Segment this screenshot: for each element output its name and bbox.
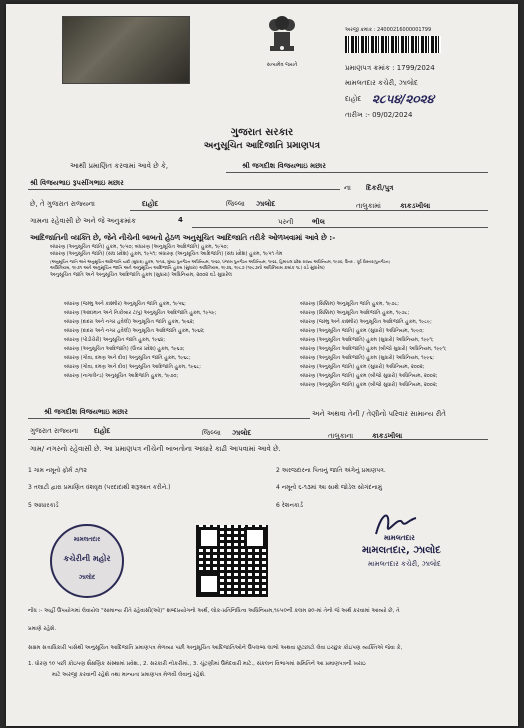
taluka-label-2: તાલુકાના: [328, 432, 354, 440]
qr-finder: [244, 527, 266, 549]
qr-code: [196, 525, 268, 597]
order-right: બંધારણ (અનુસૂચિત જાતિ) હુકમ (સુધારો) અધિનિયમ, ૧૯૯૦;: [300, 328, 424, 334]
document-item: 4 નમૂનો ૬-૧૩માં આ સાથે જોડેલ સોગંદનામું: [276, 484, 382, 491]
father-name: શ્રી વિજયભાઇ રૂપસીંગભાઇ મછાર: [30, 179, 124, 187]
taluka-2: ઝાલોદ: [232, 429, 252, 437]
applicant-photo: [62, 16, 190, 84]
order-right: બંધારણ (અનુસૂચિત આદિજાતિ) હુકમ (સુધારો) અધિનિયમ, ૧૯૯૧;: [300, 337, 434, 343]
seal-top-text: મામલતદાર: [73, 536, 101, 543]
seal-mid-text: કચેરીની મહોર: [63, 554, 111, 563]
issue-date: તારીખ :- 09/02/2024: [345, 111, 413, 119]
applicant-name: શ્રી જગદીશ વિજયભાઇ મછાર: [242, 162, 326, 170]
barcode: [345, 36, 441, 53]
village: કાકડખીલા: [400, 202, 431, 210]
order-right: બંધારણ (અનુસૂચિત જાતિ) હુકમ (સુધારો) અધિનિયમ, ૨૦૦૨;: [300, 364, 425, 370]
recognition-text: આદિજાતિની વ્યક્તિ છે, જેને નીચેની બાબતો હેઠળ અનુસૂચિત આદિજાતિ તરીકે ઓળખવામાં આવે છે :-: [30, 233, 336, 242]
taluka: ઝાલોદ: [256, 200, 276, 208]
order-left: બંધારણ (પોંડીચેરી) અનુસૂચિત જાતિ હુકમ, ૧૯૬૪;: [64, 337, 166, 343]
order-left: બંધારણ (આંદામાન અને નિકોબાર ટાપુ) અનુસૂચિત આદિજાતિ હુકમ, ૧૯૫૯;: [64, 310, 217, 316]
state-text-2: ગુજરાત રાજ્યના: [30, 427, 79, 435]
order-line: બંધારણ (અનુસૂચિત જાતિ) (સંઘ પ્રદેશ) હુકમ, ૧૯૫૧; બંધારણ (અનુસૂચિત આદિજાતિ) (સંઘ પ્રદેશ) હુકમ, ૧૯૫૧ તેમ: [50, 251, 283, 257]
dahod-label: દાહોદ: [345, 95, 362, 103]
village-2: કાકડખીલા: [372, 432, 403, 440]
order-right: બંધારણ (અનુસૂચિત આદિજાતિ) હુકમ (સુધારો) અધિનિયમ, ૧૯૯૬;: [300, 355, 434, 361]
order-right: બંધારણ (અનુસૂચિત જાતિ) હુકમ (બીજો સુધારો) અધિનિયમ, ૨૦૦૨;: [300, 382, 438, 388]
order-right: બંધારણ (સિક્કિમ) અનુસૂચિત આદિજાતિ હુકમ, ૧૯૭૮;: [300, 310, 410, 316]
taluka-label: તાલુકામાં: [356, 202, 381, 210]
certificate-sheet: [6, 4, 518, 726]
national-emblem-icon: [260, 12, 304, 62]
footer-note: નોંધ :- અહીં ઉપયોગમાં લેવાયેલ "સામાન્ય રીતે રહેવાસી(ઓ)" શબ્દપ્રયોગનો અર્થ, લોક-પ્રતિનિધિત્વ અધિનિયમ,૧૯૫૦ની કલમ ૨૦-માં તેનો જે અર્થ કરવામાં આવ્યો છે, તે: [28, 608, 400, 614]
application-number: અરજી ક્રમાંક : 24000216000001799: [345, 27, 432, 33]
tribe-name: ભીલ: [312, 218, 325, 226]
order-left: બંધારણ (દાદરા અને નગર હવેલી) અનુસૂચિત જાતિ હુકમ, ૧૯૬૨;: [64, 319, 195, 325]
footer-note: માટે અરજી કરવાની રહેશે તથા માન્યતા પ્રમાણપત્ર મેળવી લેવાનું રહેશે.: [52, 672, 206, 678]
signature-stamp: મામલતદાર, ઝાલોદ: [362, 545, 441, 556]
signature-office: મામલતદાર કચેરી, ઝાલોદ: [368, 560, 441, 568]
office-seal: [50, 524, 124, 598]
certificate-title: અનુસૂચિત આદિજાતિ પ્રમાણપત્ર: [203, 141, 321, 151]
relation: દિકરી/પુત્ર: [366, 184, 394, 192]
district-2: દાહોદ: [94, 427, 111, 435]
qr-finder: [198, 527, 220, 549]
footer-note: 1. ધોરણ ૧૦ પછી કોઇપણ શૈક્ષણિક સંસ્થામાં પ્રવેશ., 2. સરકારી નોકરીમાં., 3. ચૂંટણીમાં ઉમેદવારી માટે., સંકલન વિભાગમાં સમિતિને આ પ્રમાણપત્રની ખરાઇ: [28, 661, 366, 667]
signature-block: [362, 508, 482, 578]
serial-label: પરની: [278, 218, 294, 226]
order-left: બંધારણ (નાગાલેન્ડ) અનુસૂચિત આદિજાતિ હુકમ, ૧૯૭૦;: [64, 373, 179, 379]
order-left: બંધારણ (ગોવા, દમણ અને દીવ) અનુસૂચિત જાતિ હુકમ, ૧૯૬૮;: [64, 355, 191, 361]
emblem-caption: સત્યમેવ જયતે: [266, 62, 298, 68]
signature-title: મામલતદાર: [384, 534, 415, 542]
document-item: 5 આધારકાર્ડ: [28, 502, 59, 509]
order-left: બંધારણ (અનુસૂચિત આદિજાતિ) (ઉત્તર પ્રદેશ) હુકમ, ૧૯૬૭;: [64, 346, 185, 352]
underline-name-2: [28, 418, 310, 419]
handwritten-number: ૨૮૫૪/૨૦૨૪: [372, 92, 435, 106]
certify-text: આથી પ્રમાણિત કરવામાં આવે છે કે,: [70, 162, 169, 170]
order-right: બંધારણ (સિક્કિમ) અનુસૂચિત જાતિ હુકમ, ૧૯૭૮;: [300, 301, 399, 307]
order-line: (અનુસૂચિત જાતિ અને અનુસૂચિત આદિજાતિ યાદી (સુધારા) હુકમ, ૧૯૫૬, મુંબઇ પુનર્ગઠન અધિનિયમ, ૧૯૬૦, પંજાબ પુનર્ગઠન અધિનિયમ, ૧૯૬૬, હિમાચલ પ્રદેશ રાજ્ય અધિનિયમ, ૧૯૭૦, ઉત્તર - પૂર્વ વિસ્તાર(પુનર્ગઠન): [50, 259, 390, 264]
underline-place-2: [28, 439, 488, 440]
qr-finder: [198, 573, 220, 595]
document-item: 2 અરજદારના પિતાનું જાતિ અંગેનું પ્રમાણપત્ર.: [276, 467, 386, 474]
govt-heading: ગુજરાત સરકાર: [230, 127, 294, 138]
order-right: બંધારણ (જમ્મુ અને કાશ્મીર) અનુસૂચિત આદિજાતિ હુકમ, ૧૯૮૯;: [300, 319, 432, 325]
certificate-number: પ્રમાણપત્ર ક્રમાંક : 1799/2024: [345, 64, 435, 72]
order-right: બંધારણ (અનુસૂચિત જાતિ) હુકમ (બીજો સુધારો) અધિનિયમ, ૨૦૦૨;: [300, 373, 438, 379]
order-right: બંધારણ (અનુસૂચિત આદિજાતિ) હુકમ (બીજો સુધારો) અધિનિયમ, ૧૯૯૧;: [300, 346, 447, 352]
underline-tribe: [192, 227, 488, 228]
district: દાહોદ: [142, 200, 159, 208]
underline-place: [130, 210, 488, 211]
residence-text: ગામના રહેવાસી છે અને જે અનુક્રમાંક: [30, 217, 136, 225]
family-text: અને અથવા તેની / તેણીનો પરિવાર સામાન્ય રીતે: [312, 410, 446, 418]
serial-number: 4: [178, 216, 183, 224]
order-left: બંધારણ (દાદરા અને નગર હવેલી) અનુસૂચિત આદિજાતિ હુકમ, ૧૯૬૨;: [64, 328, 205, 334]
underline-father: [28, 189, 340, 190]
district-label-2: જિલ્લા: [202, 429, 221, 437]
document-item: 1 ગામ નમૂનો ફોર્મ ૭/૧૨: [28, 467, 87, 474]
district-label: જિલ્લા: [226, 200, 245, 208]
order-left: બંધારણ (જમ્મુ અને કાશ્મીર) અનુસૂચિત જાતિ હુકમ, ૧૯૫૬;: [64, 301, 186, 307]
footer-note: પ્રમાણે રહેશે.: [28, 626, 57, 632]
applicant-name-2: શ્રી જગદીશ વિજયભાઇ મછાર: [44, 408, 128, 416]
basis-text: ગામ/ નગરનો રહેવાસી છે. આ પ્રમાણપત્ર નીચેની બાબતોના આધારે કાઢી આપવામાં આવે છે.: [30, 445, 281, 453]
order-line: બંધારણ (અનુસૂચિત જાતિ) હુકમ, ૧૯૫૦; બંધારણ (અનુસૂચિત આદિજાતિ) હુકમ, ૧૯૫૦;: [50, 244, 229, 250]
order-left: બંધારણ (ગોવા, દમણ અને દીવ) અનુસૂચિત આદિજાતિ હુકમ, ૧૯૬૮;: [64, 364, 201, 370]
underline-name: [226, 172, 488, 173]
order-line: અનુસૂચિત જાતિ અને અનુસૂચિત આદિજાતિ હુકમ (સુધારા) અધિનિયમ, ૨૦૦૨ વડે સુધારેલ: [50, 272, 232, 278]
issuing-office: મામલતદાર કચેરી, ઝાલોદ: [345, 79, 418, 87]
order-line: અધિનિયમ, ૧૯૭૧ અને અનુસૂચિત જાતિ અને અનુસૂચિત આદિજાતિ હુકમ (સુધારા) અધિનિયમ, ૧૯૭૬, ૧૯૮૭ (૧૯૮૭નો અધિનિયમ ક્રમાંક ૧૮) વડે સુધારેલ): [50, 266, 325, 271]
relation-prefix: ના: [344, 184, 351, 192]
state-text: છે, તે ગુજરાત રાજ્યના: [30, 200, 95, 208]
seal-bottom-text: ઝાલોદ: [78, 574, 96, 581]
footer-note: સક્ષમ સત્તાધિકારી પાસેથી અનુસૂચિત આદિજાતિ પ્રમાણપત્ર મેળવ્યા પછી અનુસૂચિત આદિજાતિઓને ઉપલબ્ધ લાભો અથવા છૂટછાટો લેવા ઇચ્છુક કોઇપણ વ્યક્તિએ જેવા કે,: [28, 645, 403, 651]
document-item: 6 રેશનકાર્ડ: [276, 502, 303, 509]
document-item: 3 તલાટી દ્વારા પ્રમાણિત વંશવૃક્ષ (પરદાદાથી શરૂઆત કરીને.): [28, 484, 171, 491]
